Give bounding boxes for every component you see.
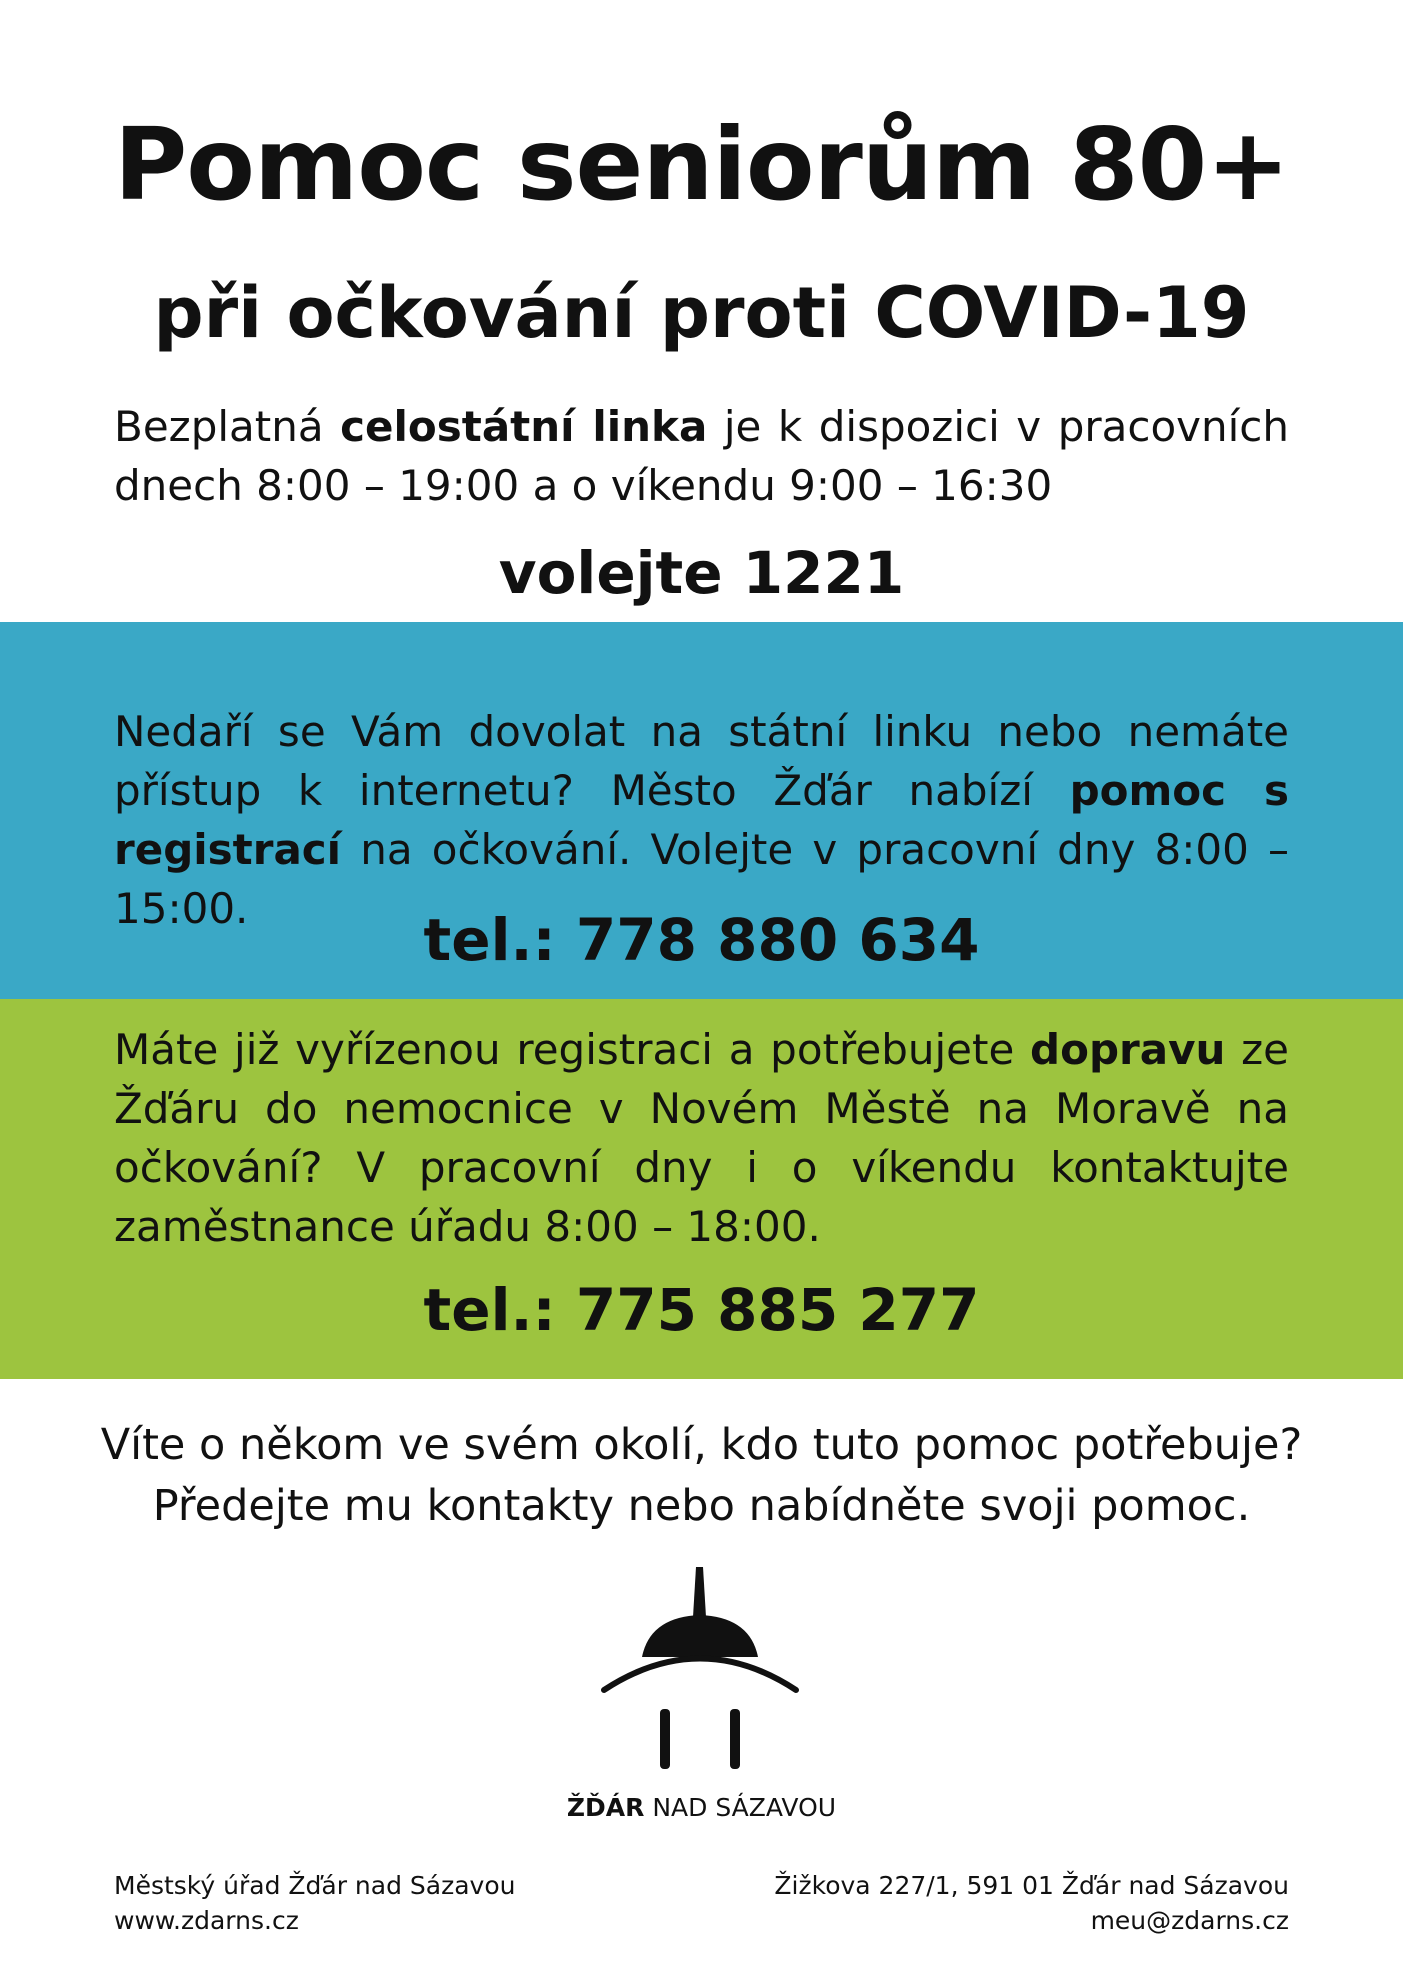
national-text-1: Bezplatná (114, 402, 341, 451)
city-help-text-2: na očkování. Volejte v pracovní dny 8:00 – 15:00. (114, 825, 1289, 933)
city-help-text-bold: pomoc s registrací (114, 766, 1290, 874)
city-help-phone: tel.: 778 880 634 (423, 906, 980, 974)
footer-address: Žižkova 227/1, 591 01 Žďár nad Sázavou (774, 1871, 1289, 1900)
page-title: Pomoc seniorům 80+ (114, 106, 1289, 223)
transport-phone: tel.: 775 885 277 (423, 1276, 980, 1344)
footer-email-link[interactable]: meu@zdarns.cz (1090, 1906, 1289, 1935)
logo-name-rest: NAD SÁZAVOU (644, 1793, 837, 1822)
footer-office: Městský úřad Žďár nad Sázavou (114, 1871, 516, 1900)
national-line-text (114, 397, 1289, 515)
city-help-text-1: Nedaří se Vám dovolat na státní linku nebo nemáte přístup k internetu? Město Žďár nabízí (114, 707, 1289, 815)
city-help-text (114, 702, 1289, 938)
closing-message (0, 1415, 1403, 1537)
national-text-2: je k dispozici v pracovních dnech 8:00 – 19:00 a o víkendu 9:00 – 16:30 (114, 402, 1289, 510)
closing-line-1: Víte o někom ve svém okolí, kdo tuto pomoc potřebuje? (100, 1420, 1303, 1470)
national-call-number: volejte 1221 (498, 539, 905, 607)
footer-left (114, 1868, 515, 1938)
closing-line-2: Předejte mu kontakty nebo nabídněte svoji pomoc. (152, 1481, 1251, 1531)
transport-text-1: Máte již vyřízenou registraci a potřebujete (114, 1025, 1031, 1074)
footer-right (774, 1868, 1289, 1938)
transport-text (114, 1020, 1289, 1256)
logo-name-bold: ŽĎÁR (566, 1793, 645, 1822)
page-subtitle: při očkování proti COVID-19 (153, 272, 1250, 354)
footer-web-link[interactable]: www.zdarns.cz (114, 1906, 299, 1935)
national-text-bold: celostátní linka (340, 402, 708, 451)
church-dome-icon (590, 1567, 810, 1777)
logo-wordmark (0, 1792, 1403, 1824)
transport-text-bold: dopravu (1030, 1025, 1226, 1074)
transport-text-2: ze Žďáru do nemocnice v Novém Městě na Moravě na očkování? V pracovní dny i o víkendu kontaktujte zaměstnance úřadu 8:00 – 18:00. (114, 1025, 1289, 1251)
